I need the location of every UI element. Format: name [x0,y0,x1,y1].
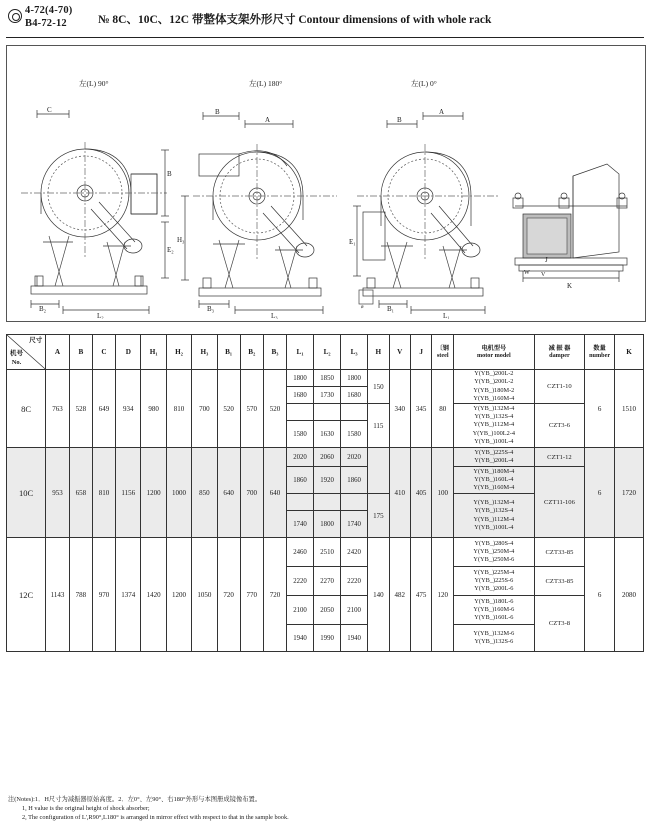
cell-L3: 1800 [341,370,368,387]
cell-number-12c: 6 [585,538,615,652]
cell-C-10c: 810 [92,448,115,538]
svg-text:E₂: E₂ [167,246,174,254]
col-B3: B₃ [263,335,286,370]
drawing-area [6,45,646,322]
col-D: D [116,335,141,370]
cell-L1: 2220 [287,567,314,596]
dimensions-table [6,334,644,652]
table-row [7,448,644,467]
cell-steel-12c: 120 [432,538,454,652]
svg-text:W: W [524,270,530,276]
cell-L1: 1860 [287,467,314,494]
svg-text:B₃: B₃ [207,305,215,313]
cell-K-8c: 1510 [614,370,643,448]
svg-text:H₃: H₃ [177,236,185,244]
table-header-row [7,335,644,370]
cell-L1: 1740 [287,511,314,538]
cell-H3-10c: 850 [192,448,217,538]
cell-L3-blank [341,494,368,511]
cell-no-10c: 10C [7,448,46,538]
cell-B-10c: 658 [69,448,92,538]
cell-L1: 1580 [287,421,314,448]
cell-L3: 1680 [341,387,368,404]
cell-D-8c: 934 [116,370,141,448]
cell-L3: 1940 [341,625,368,652]
cell-H3-8c: 700 [192,370,217,448]
col-V: V [389,335,410,370]
cell-H2-10c: 1000 [166,448,191,538]
cell-L2: 1730 [314,387,341,404]
svg-text:E₁: E₁ [349,238,356,246]
cell-motor: Y(YB_)280S-4 Y(YB_)250M-4 Y(YB_)250M-6 [454,538,535,567]
cell-A-8c: 763 [46,370,70,448]
svg-text:B: B [215,108,220,116]
cell-L2: 2270 [314,567,341,596]
col-damper: 减 振 器 damper [534,335,585,370]
cell-damper: CZT3-8 [534,596,585,652]
cell-K-10c: 1720 [614,448,643,538]
note-line-3: 2, The configuration of L',R90°,L180° is arranged in mirror effect with respect to that in the sample book. [22,814,289,821]
cell-L3: 1740 [341,511,368,538]
cell-H3-12c: 1050 [192,538,217,652]
col-L3: L₃ [341,335,368,370]
cell-damper: CZT33-85 [534,538,585,567]
cell-damper: CZT1-12 [534,448,585,467]
svg-text:L₂: L₂ [97,312,104,319]
cell-C-12c: 970 [92,538,115,652]
cell-L1-blank [287,404,314,421]
svg-text:A: A [439,108,445,116]
cell-L2: 1990 [314,625,341,652]
cell-motor: Y(YB_)200L-2 Y(YB_)200L-2 Y(YB_)180M-2 Y(YB_)160M-4 [454,370,535,404]
cell-L3: 2020 [341,448,368,467]
cell-steel-10c: 100 [432,448,454,538]
cell-L1: 2100 [287,596,314,625]
col-K: K [614,335,643,370]
logo-icon [8,9,22,23]
col-B: B [69,335,92,370]
cell-B1-10c: 640 [217,448,240,538]
cell-Hsub [368,448,389,494]
svg-text:L₁: L₁ [443,312,450,319]
cell-L1: 2460 [287,538,314,567]
col-steel: 〔钢 steel [432,335,454,370]
cell-A-10c: 953 [46,448,70,538]
cell-H2-12c: 1200 [166,538,191,652]
cell-damper: CZT33-85 [534,567,585,596]
cell-L2: 2510 [314,538,341,567]
svg-text:L₃: L₃ [271,312,278,319]
cell-motor: Y(YB_)225M-4 Y(YB_)225S-6 Y(YB_)200L-6 [454,567,535,596]
svg-text:左(L) 180°: 左(L) 180° [249,79,283,88]
cell-V-8c: 340 [389,370,410,448]
cell-number-10c: 6 [585,448,615,538]
col-L1: L₁ [287,335,314,370]
cell-L2: 1630 [314,421,341,448]
cell-V-10c: 410 [389,448,410,538]
cell-B1-12c: 720 [217,538,240,652]
cell-L3: 1580 [341,421,368,448]
cell-L1: 1800 [287,370,314,387]
cell-B3-10c: 640 [263,448,286,538]
cell-H-12c: 140 [368,538,389,652]
cell-H1-12c: 1420 [141,538,166,652]
svg-text:K: K [567,282,573,290]
cell-D-10c: 1156 [116,448,141,538]
svg-text:ø: ø [361,305,364,310]
cell-L1: 1680 [287,387,314,404]
cell-motor: Y(YB_)132M-4 Y(YB_)132S-4 Y(YB_)112M-4 Y(YB_)100L2-4 Y(YB_)100L-4 [454,404,535,448]
cell-D-12c: 1374 [116,538,141,652]
cell-no-8c: 8C [7,370,46,448]
cell-B2-12c: 770 [240,538,263,652]
cell-L3: 1860 [341,467,368,494]
col-B1: B₁ [217,335,240,370]
col-C: C [92,335,115,370]
cell-A-12c: 1143 [46,538,70,652]
cell-damper: CZT11-106 [534,467,585,538]
col-number: 数量 number [585,335,615,370]
col-L2: L₂ [314,335,341,370]
svg-text:左(L) 0°: 左(L) 0° [411,79,437,88]
svg-text:B: B [397,116,402,124]
table-body [7,370,644,652]
cell-damper: CZT3-6 [534,404,585,448]
cell-B2-10c: 700 [240,448,263,538]
table-row [7,370,644,387]
col-B2: B₂ [240,335,263,370]
note-line-2: 1, H value is the original height of shock absorber; [22,805,150,812]
corner-label-bottom: 机号 No. [10,350,23,366]
cell-motor: Y(YB_)225S-4 Y(YB_)200L-4 [454,448,535,467]
cell-motor: Y(YB_)180M-4 Y(YB_)160L-4 Y(YB_)160M-4 [454,467,535,494]
drawing-code-line1: 4-72(4-70) [25,5,73,16]
table-row [7,538,644,567]
col-H: H [368,335,389,370]
svg-text:B₂: B₂ [39,305,47,313]
col-J: J [410,335,431,370]
cell-V-12c: 482 [389,538,410,652]
corner-label-top: 尺寸 [29,337,43,344]
cell-J-10c: 405 [410,448,431,538]
cell-J-12c: 475 [410,538,431,652]
cell-J-8c: 345 [410,370,431,448]
corner-header [7,335,46,370]
cell-L1-blank [287,494,314,511]
note-line-1: 注(Notes):1．H尺寸为减振器原始高度。2．左0°、左90°、右180°外形与本图册成镜像布置。 [8,796,262,803]
svg-text:J: J [545,256,548,264]
svg-text:B: B [167,170,172,178]
svg-text:左(L) 90°: 左(L) 90° [79,79,109,88]
cell-B3-12c: 720 [263,538,286,652]
cell-Hsub: 115 [368,404,389,448]
svg-text:C: C [47,106,52,114]
svg-text:A: A [265,116,271,124]
cell-L2: 1920 [314,467,341,494]
cell-L2: 1850 [314,370,341,387]
cell-L1: 2020 [287,448,314,467]
cell-B-12c: 788 [69,538,92,652]
cell-B3-8c: 520 [263,370,286,448]
cell-motor: Y(YB_)132M-4 Y(YB_)132S-4 Y(YB_)112M-4 Y(YB_)100L-4 [454,494,535,538]
svg-text:B₁: B₁ [387,305,395,313]
drawing-code [25,4,73,30]
cell-L3-blank [341,404,368,421]
cell-damper: CZT1-10 [534,370,585,404]
page-title: № 8C、10C、12C 带整体支架外形尺寸 Contour dimensions of with whole rack [98,14,492,26]
col-H1: H₁ [141,335,166,370]
cell-B2-8c: 570 [240,370,263,448]
col-H2: H₂ [166,335,191,370]
cell-L2: 2050 [314,596,341,625]
technical-drawing [7,46,643,319]
cell-L3: 2100 [341,596,368,625]
cell-number-8c: 6 [585,370,615,448]
cell-L2: 2060 [314,448,341,467]
page-header [0,0,650,38]
cell-K-12c: 2080 [614,538,643,652]
cell-B-8c: 528 [69,370,92,448]
cell-Hsub: 175 [368,494,389,538]
drawing-code-line2: B4-72-12 [25,18,67,29]
cell-Hsub: 150 [368,370,389,404]
cell-B1-8c: 520 [217,370,240,448]
cell-motor: Y(YB_)132M-6 Y(YB_)132S-6 [454,625,535,652]
cell-L3: 2420 [341,538,368,567]
col-H3: H₃ [192,335,217,370]
col-motor-model: 电机型号 motor model [454,335,535,370]
cell-steel-8c: 80 [432,370,454,448]
cell-C-8c: 649 [92,370,115,448]
cell-H2-8c: 810 [166,370,191,448]
cell-L2: 1800 [314,511,341,538]
cell-L2-blank [314,404,341,421]
cell-L1: 1940 [287,625,314,652]
cell-H1-8c: 980 [141,370,166,448]
cell-H1-10c: 1200 [141,448,166,538]
notes-block [8,795,648,822]
cell-motor: Y(YB_)180L-6 Y(YB_)160M-6 Y(YB_)160L-6 [454,596,535,625]
header-divider [6,37,644,38]
svg-text:V: V [541,272,546,278]
cell-L3: 2220 [341,567,368,596]
col-A: A [46,335,70,370]
cell-L2-blank [314,494,341,511]
cell-no-12c: 12C [7,538,46,652]
